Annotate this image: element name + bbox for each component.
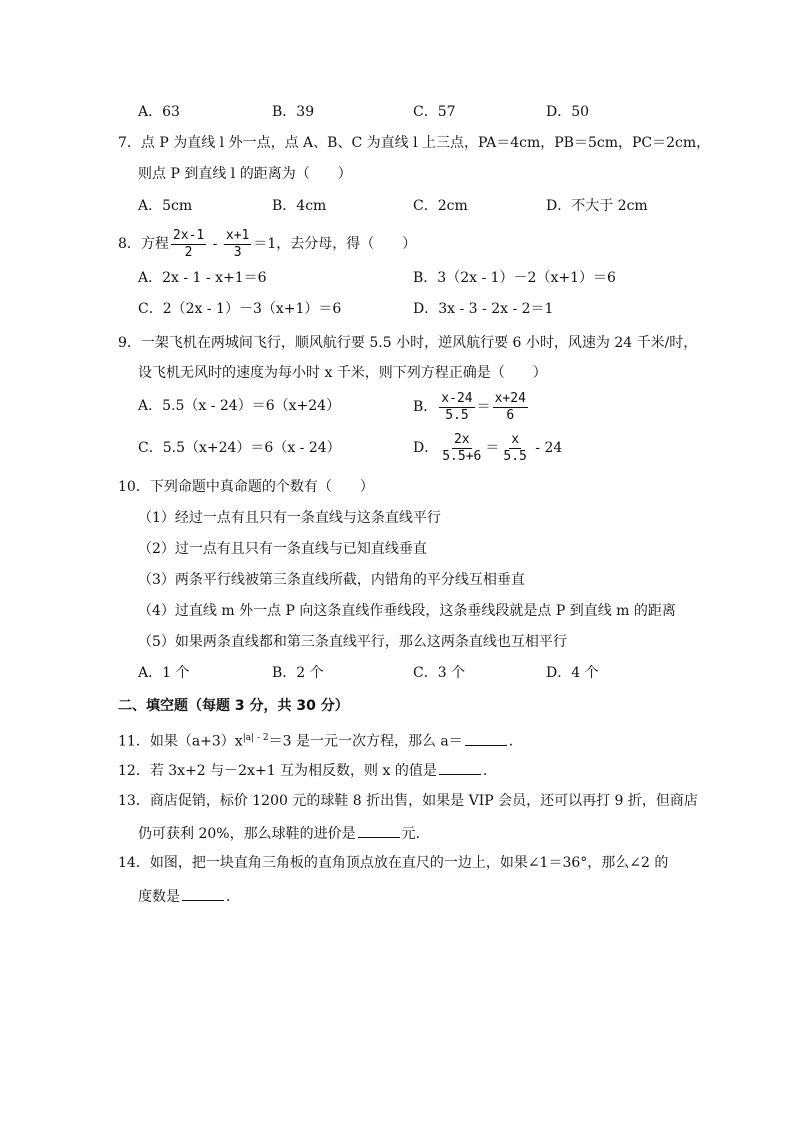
q11-answer-blank[interactable] (465, 731, 507, 746)
q9-option-d-tail: - 24 (530, 440, 563, 456)
q8-minus: - (208, 236, 222, 252)
q8-fraction-2-numerator: x+1 (225, 227, 250, 243)
q9-option-d-numerator-1: 2x (453, 431, 470, 447)
section-2-heading: 二、填空题（每题 3 分，共 30 分） (118, 698, 349, 714)
q14-answer-blank[interactable] (182, 886, 224, 901)
q13-answer-blank[interactable] (358, 823, 400, 838)
q10-option-b: B．2 个 (272, 665, 324, 681)
q9-stem-line1: 9．一架飞机在两城间飞行，顺风航行要 5.5 小时，逆风航行要 6 小时，风速为 24 千米/时， (118, 335, 698, 351)
q13-stem-line1: 13．商店促销，标价 1200 元的球鞋 8 折出售，如果是 VIP 会员，还可以再打 9 折，但商店 (118, 793, 698, 809)
q13-line2-pre: 仍可获利 20%，那么球鞋的进价是 (138, 826, 356, 842)
q7-stem-line2: 则点 P 到直线 l 的距离为（ ） (138, 166, 352, 182)
q8-fraction-2 (224, 228, 251, 261)
q12-end: ． (482, 763, 497, 779)
q13-line2-end: 元． (401, 826, 430, 842)
q7-option-b: B．4cm (272, 198, 327, 214)
q10-item-4: （4）过直线 m 外一点 P 向这条直线作垂线段，这条垂线段就是点 P 到直线 m 的距离 (138, 603, 676, 619)
q8-option-c: C．2（2x - 1）－3（x+1）＝6 (138, 301, 342, 317)
q10-option-d: D．4 个 (546, 665, 599, 681)
q9-option-b (413, 389, 530, 425)
q9-option-d (413, 430, 562, 466)
q8-prefix: 8．方程 (118, 236, 169, 252)
q9-option-b-equals: ＝ (476, 399, 491, 415)
q12-pre: 12．若 3x+2 与－2x+1 互为相反数，则 x 的值是 (118, 763, 437, 779)
q9-option-b-label: B． (413, 399, 438, 415)
q14-line2-end: ． (226, 889, 240, 905)
q7-option-d: D．不大于 2cm (546, 198, 648, 214)
q10-stem: 10．下列命题中真命题的个数有（ ） (118, 479, 374, 495)
q9-option-c: C．5.5（x+24）＝6（x - 24） (138, 440, 341, 456)
q8-fraction-2-denominator: 3 (233, 244, 242, 260)
q9-option-d-fraction-2 (501, 432, 528, 465)
q8-option-a: A．2x - 1 - x+1＝6 (138, 270, 267, 286)
q8-option-b: B．3（2x - 1）－2（x+1）＝6 (413, 270, 616, 286)
q9-option-b-fraction-1 (439, 391, 474, 424)
q9-option-b-fraction-2 (493, 391, 528, 424)
q10-item-2: （2）过一点有且只有一条直线与已知直线垂直 (138, 541, 427, 557)
q9-option-b-denominator-1: 5.5 (445, 407, 469, 423)
q9-option-b-numerator-2: x+24 (494, 390, 526, 406)
q8-stem (118, 224, 416, 264)
q6-option-d: D．50 (546, 104, 590, 120)
q9-option-a: A．5.5（x - 24）＝6（x+24） (138, 398, 341, 414)
q10-option-a: A．1 个 (138, 665, 190, 681)
q11-post: ＝3 是一元一次方程，那么 a＝ (268, 733, 463, 750)
q7-option-a: A．5cm (138, 198, 193, 214)
q10-item-1: （1）经过一点有且只有一条直线与这条直线平行 (138, 510, 441, 526)
q14-stem-line2 (138, 886, 240, 906)
q6-option-b: B．39 (272, 104, 315, 120)
q10-item-3: （3）两条平行线被第三条直线所截，内错角的平分线互相垂直 (138, 572, 525, 588)
q11-stem (118, 729, 523, 751)
q12-answer-blank[interactable] (439, 760, 481, 775)
q7-option-c: C．2cm (413, 198, 468, 214)
q13-stem-line2 (138, 823, 430, 843)
q8-fraction-1 (171, 228, 206, 261)
q9-stem-line2: 设飞机无风时的速度为每小时 x 千米，则下列方程正确是（ ） (138, 365, 547, 381)
q6-option-c: C．57 (413, 104, 456, 120)
q9-option-d-denominator-1: 5.5+6 (442, 448, 482, 464)
q8-suffix: ＝1，去分母，得（ ） (253, 236, 417, 252)
q11-exponent: |a| - 2 (242, 733, 269, 743)
q9-option-b-numerator-1: x-24 (441, 390, 473, 406)
q9-option-d-equals: ＝ (485, 440, 500, 456)
q10-option-c: C．3 个 (413, 665, 466, 681)
q6-option-a: A．63 (138, 104, 180, 120)
q8-fraction-1-numerator: 2x-1 (172, 227, 205, 243)
q14-line2-pre: 度数是 (138, 889, 180, 905)
q9-option-d-label: D． (413, 440, 439, 456)
q8-fraction-1-denominator: 2 (184, 244, 193, 260)
q12-stem (118, 760, 497, 780)
q7-stem-line1: 7．点 P 为直线 l 外一点，点 A、B、C 为直线 l 上三点，PA＝4cm，PB＝5cm，PC＝2cm， (118, 135, 711, 151)
q9-option-d-denominator-2: 5.5 (503, 448, 527, 464)
q8-option-d: D．3x - 3 - 2x - 2＝1 (413, 301, 554, 317)
q10-item-5: （5）如果两条直线都和第三条直线平行，那么这两条直线也互相平行 (138, 634, 567, 650)
q9-option-d-numerator-2: x (511, 431, 520, 447)
q11-pre: 11．如果（a+3）x (118, 733, 243, 750)
q14-stem-line1: 14．如图，把一块直角三角板的直角顶点放在直尺的一边上，如果∠1＝36°，那么∠2 的 (118, 855, 669, 871)
q9-option-b-denominator-2: 6 (506, 407, 515, 423)
q9-option-d-fraction-1 (440, 432, 483, 465)
q11-end: ． (508, 733, 523, 750)
